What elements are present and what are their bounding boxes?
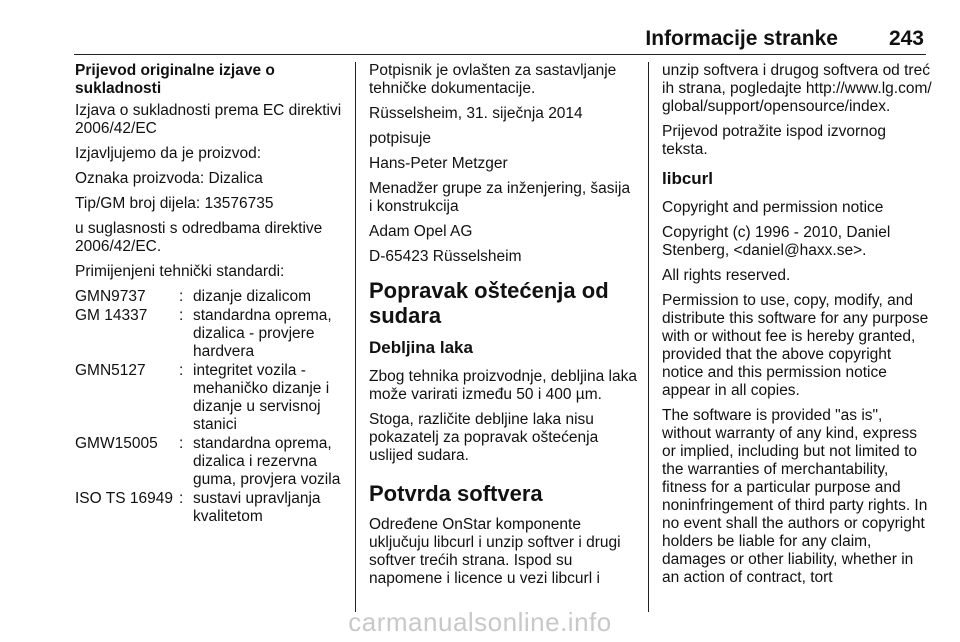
standard-description: dizanje dizalicom — [193, 288, 312, 305]
paragraph: Oznaka proizvoda: Dizalica — [75, 170, 263, 187]
standard-description: integritet vozila - mehaničko dizanje i dizanje u servisnoj stanici — [193, 362, 330, 433]
header-divider — [74, 54, 926, 55]
column-3 — [662, 62, 932, 594]
paragraph: Izjavljujemo da je proizvod: — [75, 145, 262, 162]
paragraph: u suglasnosti s odredbama direktive 2006/42/EC. — [75, 220, 323, 255]
section-heading-software-acknowledgement: Potvrda softvera — [369, 481, 543, 506]
paragraph: potpisuje — [369, 130, 432, 147]
separator: : — [179, 490, 184, 507]
paragraph: Prijevod potražite ispod izvornog teksta. — [662, 123, 887, 158]
column-1 — [75, 62, 350, 527]
standards-table — [75, 288, 350, 527]
standard-code: GMN5127 — [75, 362, 146, 379]
column-2 — [369, 62, 637, 595]
paragraph: Primijenjeni tehnički standardi: — [75, 263, 285, 280]
paragraph: Potpisnik je ovlašten za sastavljanje tehničke dokumentacije. — [369, 62, 617, 97]
standard-description: standardna oprema, dizalica - provjere hardvera — [193, 307, 332, 360]
separator: : — [179, 288, 184, 305]
standard-description: standardna oprema, dizalica i rezervna guma, provjera vozila — [193, 435, 341, 488]
paragraph: Rüsselsheim, 31. siječnja 2014 — [369, 105, 583, 122]
paragraph: Copyright and permission notice — [662, 199, 884, 216]
paragraph: All rights reserved. — [662, 267, 791, 284]
paragraph: Hans-Peter Metzger — [369, 155, 508, 172]
separator: : — [179, 307, 184, 324]
table-row — [75, 362, 350, 435]
subheading-libcurl: libcurl — [662, 169, 714, 188]
standard-code: GMW15005 — [75, 435, 158, 452]
paragraph: Tip/GM broj dijela: 13576735 — [75, 195, 274, 212]
paragraph: Zbog tehnika proizvodnje, debljina laka može varirati između 50 i 400 µm. — [369, 368, 637, 403]
table-row — [75, 307, 350, 362]
page-number: 243 — [888, 27, 924, 50]
separator: : — [179, 362, 184, 379]
paragraph: Određene OnStar komponente uključuju libcurl i unzip softver i drugi softver trećih strana. Ispod su napomene i licence u vezi libcurl i — [369, 516, 621, 587]
paragraph: The software is provided "as is", without warranty of any kind, express or implied, including but not limited to the warranties of merchantability, fitness for a particular purpose and noninfringement of third party rights. In no event shall the authors or copyright holders be liable for any claim, damages or other liability, whether in an action of contract, tort — [662, 407, 928, 586]
standard-code: GMN9737 — [75, 288, 146, 305]
watermark: carmanualsonline.info — [348, 607, 612, 637]
section-heading-collision-repair: Popravak oštećenja od sudara — [369, 278, 609, 328]
subheading-paint-thickness: Debljina laka — [369, 338, 473, 357]
paragraph: Menadžer grupe za inženjering, šasija i konstrukcija — [369, 180, 631, 215]
paragraph: Izjava o sukladnosti prema EC direktivi 2006/42/EC — [75, 102, 342, 137]
paragraph: Adam Opel AG — [369, 223, 473, 240]
declaration-heading: Prijevod originalne izjave o sukladnosti — [75, 62, 275, 97]
page-title: Informacije stranke — [645, 27, 838, 50]
paragraph: D-65423 Rüsselsheim — [369, 248, 522, 265]
separator: : — [179, 435, 184, 452]
paragraph: Stoga, različite debljine laka nisu pokazatelj za popravak oštećenja uslijed sudara. — [369, 411, 599, 464]
table-row — [75, 490, 350, 527]
standard-description: sustavi upravljanja kvalitetom — [193, 490, 321, 525]
table-row — [75, 288, 350, 307]
column-divider-2 — [648, 62, 649, 612]
standard-code: ISO TS 16949 — [75, 490, 173, 507]
standard-code: GM 14337 — [75, 307, 148, 324]
paragraph: Copyright (c) 1996 - 2010, Daniel Stenberg, <daniel@haxx.se>. — [662, 224, 891, 259]
column-divider-1 — [355, 62, 356, 612]
paragraph: unzip softvera i drugog softvera od trećih strana, pogledajte http://www.lg.com/global/support/opensource/index. — [662, 62, 932, 115]
table-row — [75, 435, 350, 490]
page-header — [74, 24, 926, 56]
paragraph: Permission to use, copy, modify, and distribute this software for any purpose with or without fee is hereby granted, provided that the above copyright notice and this permission notice appear in all copies. — [662, 292, 929, 399]
